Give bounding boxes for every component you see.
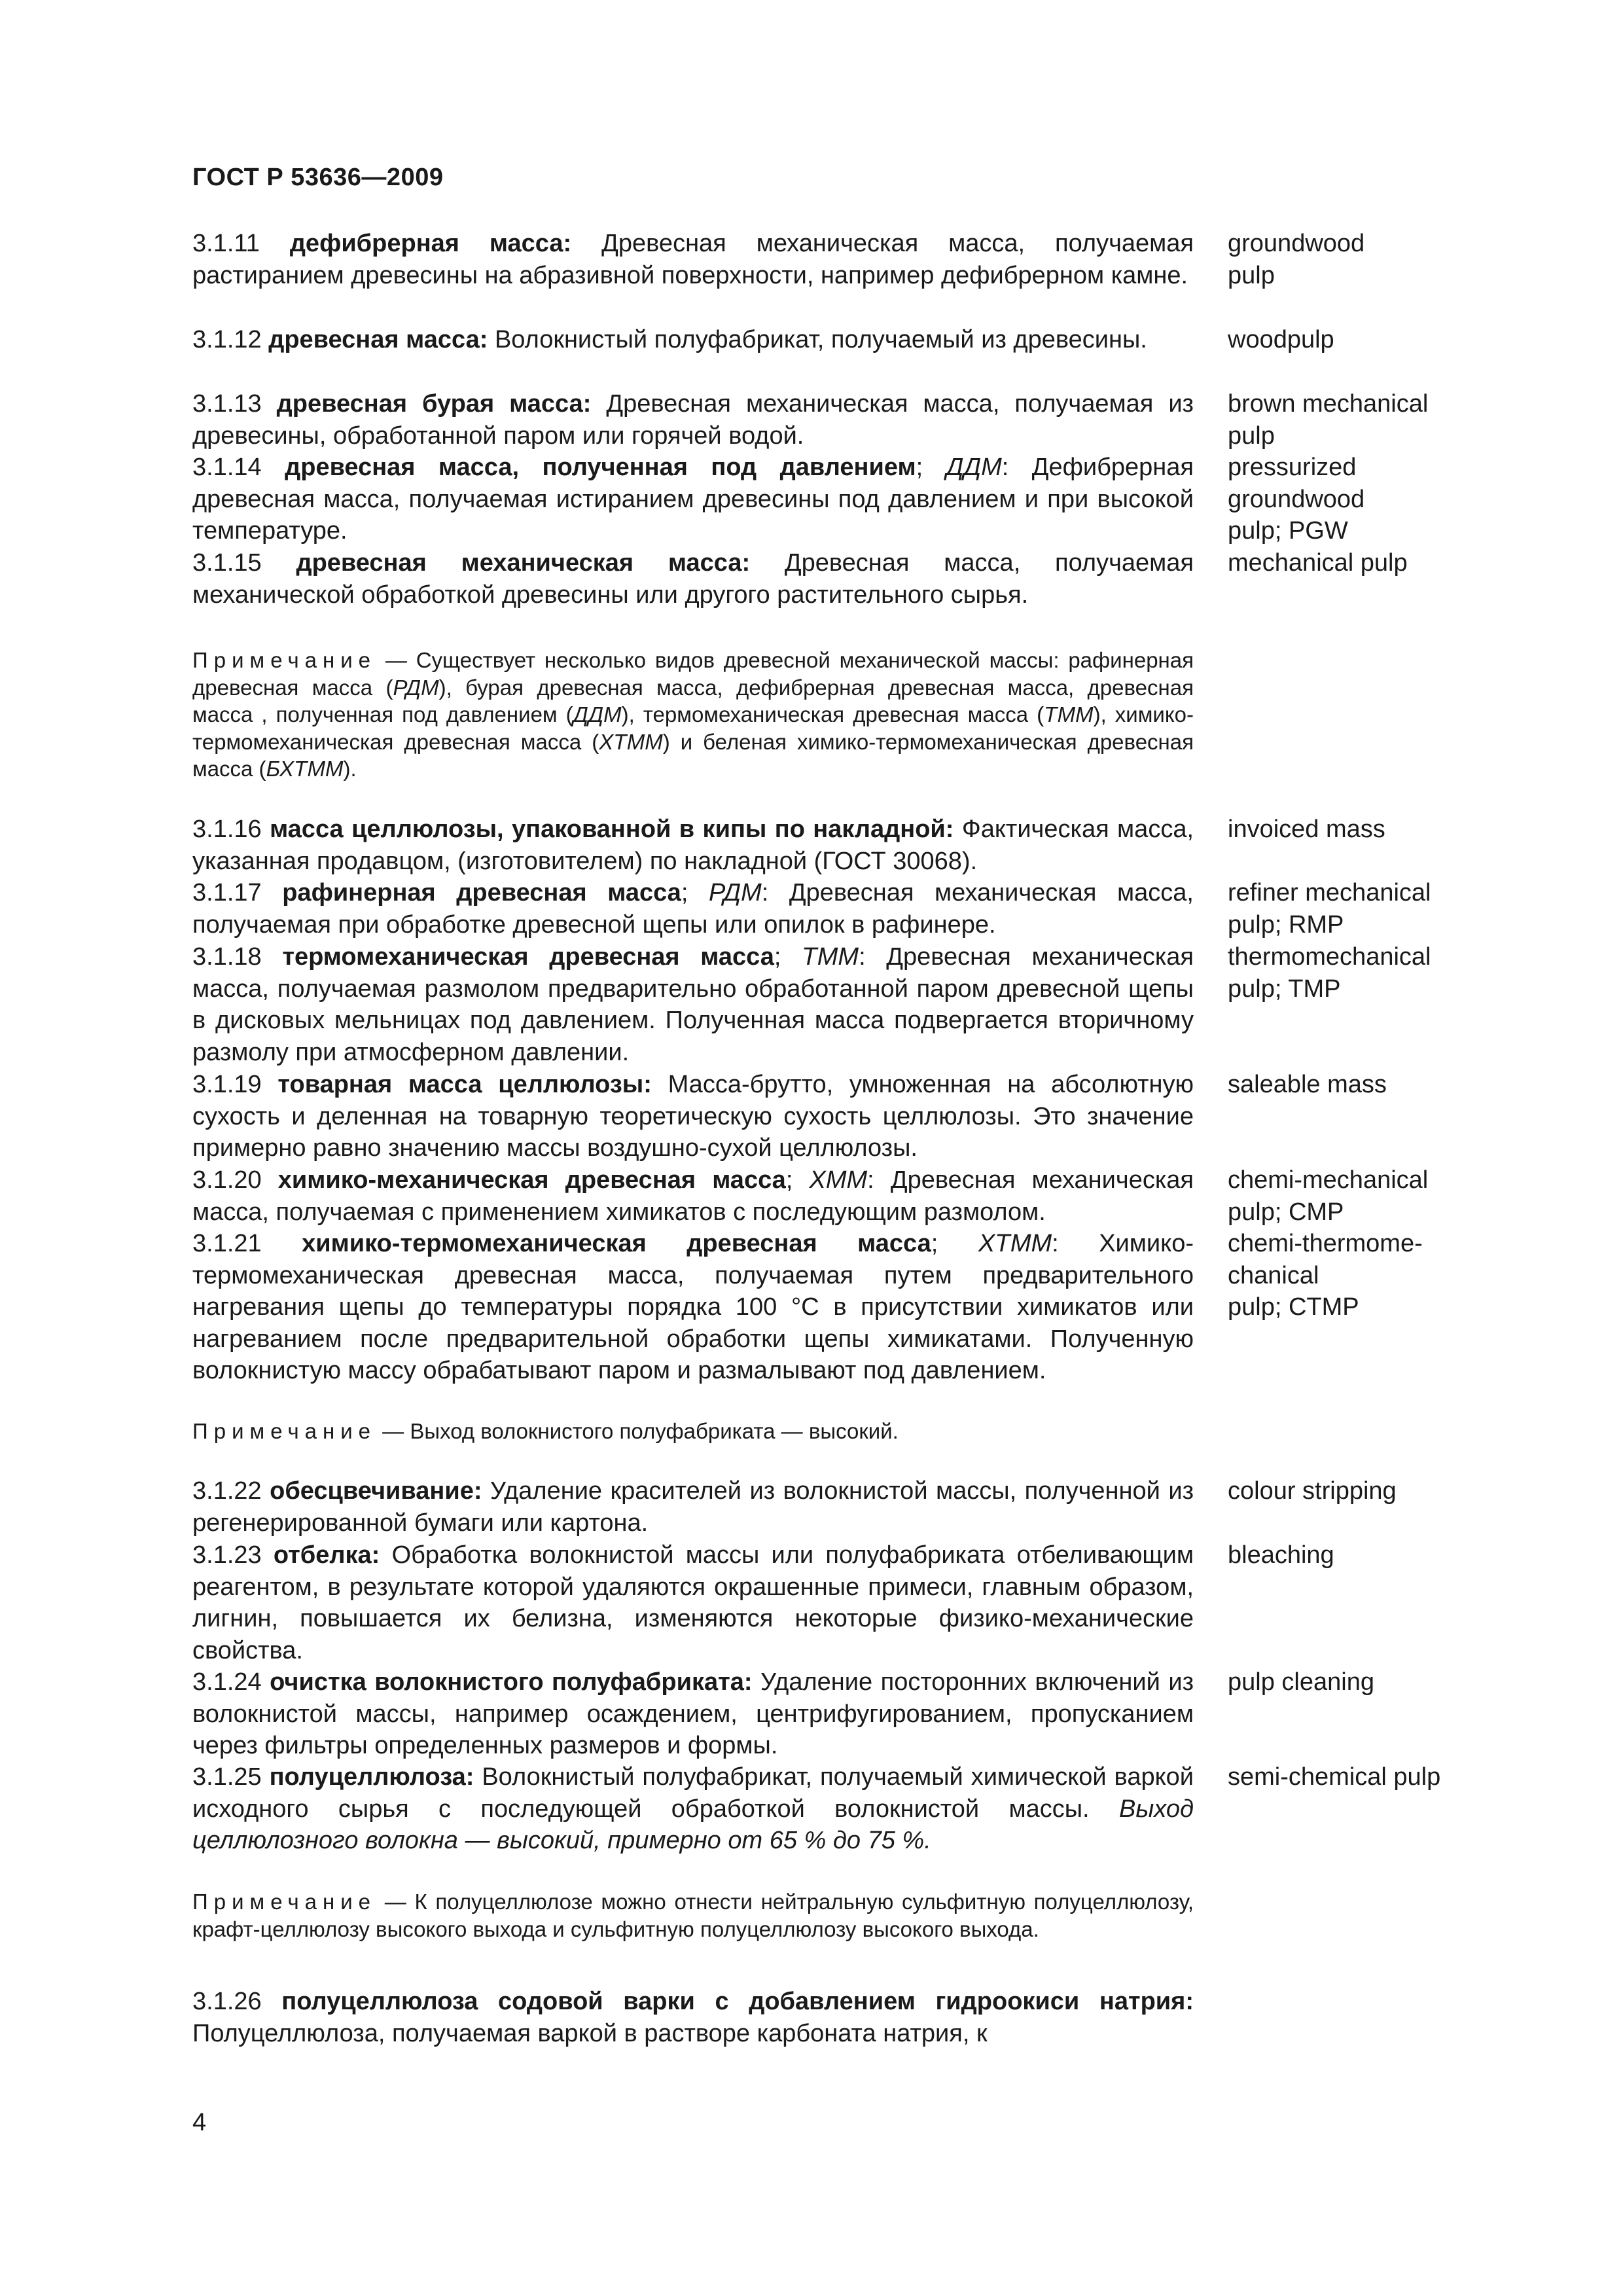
term-title: дефибрерная масса: bbox=[289, 230, 572, 257]
term-entry bbox=[192, 547, 1408, 611]
term-number: 3.1.11 bbox=[192, 230, 260, 257]
term-english: refiner mechanical pulp; RMP bbox=[1228, 879, 1431, 939]
note-abbreviation: ТММ bbox=[1044, 702, 1094, 726]
term-number: 3.1.16 bbox=[192, 816, 262, 843]
term-abbreviation: ХТММ bbox=[978, 1230, 1052, 1257]
term-abbreviation: РДМ bbox=[708, 879, 762, 906]
term-title: древесная бурая масса: bbox=[276, 390, 592, 418]
note-text: — Существует несколько видов древесной механической массы: рафинерная древесная масса ( bbox=[192, 648, 1194, 700]
term-number: 3.1.20 bbox=[192, 1166, 262, 1194]
term-definition: Фактическая масса, указанная продавцом, (изготовителем) по накладной (ГОСТ 30068). bbox=[192, 816, 1194, 875]
note bbox=[192, 647, 1194, 783]
term-number: 3.1.22 bbox=[192, 1477, 262, 1505]
term-english: woodpulp bbox=[1228, 326, 1334, 353]
note bbox=[192, 1418, 1194, 1445]
term-separator: ; bbox=[681, 879, 709, 906]
note-text: ) и беленая химико-термомеханическая древесная масса ( bbox=[192, 729, 1194, 781]
term-title: древесная механическая масса: bbox=[296, 549, 751, 577]
term-definition: Удаление посторонних включений из волокнистой массы, например осаждением, центрифугированием, пропусканием через фильтры определенных размеров и формы. bbox=[192, 1668, 1194, 1759]
term-number: 3.1.25 bbox=[192, 1763, 262, 1791]
note-text: ), бурая древесная масса, дефибрерная древесная масса, древесная масса , полученная под давлением ( bbox=[192, 675, 1194, 726]
note-abbreviation: РДМ bbox=[393, 675, 439, 700]
term-definition: : Древесная механическая масса, получаемая с применением химикатов с последующим размолом. bbox=[192, 1166, 1194, 1226]
note-abbreviation: ДДМ bbox=[573, 702, 622, 726]
term-abbreviation: ТММ bbox=[802, 943, 859, 971]
term-definition: Древесная масса, получаемая механической обработкой древесины или другого растительного сырья. bbox=[192, 549, 1194, 609]
term-entry bbox=[192, 1539, 1334, 1666]
term-english: saleable mass bbox=[1228, 1071, 1387, 1098]
term-entry bbox=[192, 877, 1431, 941]
note-abbreviation: ХТММ bbox=[599, 729, 663, 754]
term-definition: Полуцеллюлоза, получаемая варкой в растворе карбоната натрия, к bbox=[192, 2019, 988, 2047]
term-entry bbox=[192, 1228, 1423, 1387]
term-entry bbox=[192, 324, 1334, 356]
term-separator: ; bbox=[785, 1166, 810, 1194]
term-definition-italic: Выход целлюлозного волокна — высокий, примерно от 65 % до 75 %. bbox=[192, 1795, 1194, 1854]
term-definition: Волокнистый полуфабрикат, получаемый химической варкой исходного сырья с последующей обработкой волокнистой массы. bbox=[192, 1763, 1194, 1823]
term-title: химико-термомеханическая древесная масса bbox=[302, 1230, 931, 1257]
term-title: химико-механическая древесная масса bbox=[277, 1166, 786, 1194]
term-english: thermomechanical pulp; TMP bbox=[1228, 943, 1431, 1003]
note-label: Примечание bbox=[192, 1419, 377, 1443]
term-entry bbox=[192, 1761, 1441, 1857]
note-text: ), термомеханическая древесная масса ( bbox=[621, 702, 1044, 726]
term-number: 3.1.14 bbox=[192, 454, 262, 481]
term-english: pulp cleaning bbox=[1228, 1668, 1374, 1696]
note-text: — Выход волокнистого полуфабриката — высокий. bbox=[376, 1419, 899, 1443]
term-entry bbox=[192, 1986, 1194, 2049]
term-title: товарная масса целлюлозы: bbox=[277, 1071, 652, 1098]
term-entry bbox=[192, 1164, 1429, 1228]
term-number: 3.1.21 bbox=[192, 1230, 262, 1257]
term-number: 3.1.13 bbox=[192, 390, 262, 418]
term-number: 3.1.15 bbox=[192, 549, 262, 577]
term-number: 3.1.18 bbox=[192, 943, 262, 971]
term-english: brown mechanical pulp bbox=[1228, 390, 1429, 450]
term-entry bbox=[192, 1475, 1397, 1539]
term-number: 3.1.24 bbox=[192, 1668, 262, 1696]
term-entry bbox=[192, 814, 1385, 877]
term-definition: Масса-брутто, умноженная на абсолютную сухость и деленная на товарную теоретическую сухость целлюлозы. Это значение примерно равно значению массы воздушно-сухой целлюлозы. bbox=[192, 1071, 1194, 1162]
note bbox=[192, 1888, 1194, 1943]
note-text: ). bbox=[343, 757, 357, 781]
term-title: полуцеллюлоза: bbox=[269, 1763, 474, 1791]
term-entry bbox=[192, 452, 1365, 547]
term-definition: Древесная механическая масса, получаемая растиранием древесины на абразивной поверхности, например дефибрерном камне. bbox=[192, 230, 1194, 289]
term-separator: ; bbox=[916, 454, 946, 481]
note-abbreviation: БХТММ bbox=[266, 757, 344, 781]
term-definition: Древесная механическая масса, получаемая из древесины, обработанной паром или горячей водой. bbox=[192, 390, 1194, 450]
term-title: древесная масса, полученная под давлением bbox=[285, 454, 916, 481]
document-header: ГОСТ Р 53636—2009 bbox=[192, 164, 444, 191]
note-text: — К полуцеллюлозе можно отнести нейтральную сульфитную полуцеллюлозу, крафт-целлюлозу высокого выхода и сульфитную полуцеллюлозу высокого выхода. bbox=[192, 1890, 1194, 1941]
term-english: pressurized groundwood pulp; PGW bbox=[1228, 454, 1365, 545]
term-entry bbox=[192, 388, 1429, 452]
term-english: chemi-mechanical pulp; CMP bbox=[1228, 1166, 1429, 1226]
term-english: bleaching bbox=[1228, 1541, 1334, 1569]
term-title: полуцеллюлоза содовой варки с добавлением гидроокиси натрия: bbox=[281, 1988, 1194, 2015]
term-english: colour stripping bbox=[1228, 1477, 1397, 1505]
term-number: 3.1.23 bbox=[192, 1541, 262, 1569]
term-english: semi-chemical pulp bbox=[1228, 1763, 1441, 1791]
term-english: groundwood pulp bbox=[1228, 230, 1365, 289]
term-title: рафинерная древесная масса bbox=[282, 879, 681, 906]
page-number: 4 bbox=[192, 2109, 207, 2136]
term-definition: Волокнистый полуфабрикат, получаемый из древесины. bbox=[488, 326, 1147, 353]
term-title: очистка волокнистого полуфабриката: bbox=[270, 1668, 753, 1696]
term-abbreviation: ДДМ bbox=[946, 454, 1002, 481]
term-entry bbox=[192, 941, 1431, 1068]
note-label: Примечание bbox=[192, 648, 377, 672]
term-abbreviation: ХММ bbox=[809, 1166, 868, 1194]
term-entry bbox=[192, 1069, 1387, 1164]
term-number: 3.1.17 bbox=[192, 879, 262, 906]
term-entry bbox=[192, 228, 1365, 291]
term-title: древесная масса: bbox=[268, 326, 488, 353]
term-english: invoiced mass bbox=[1228, 816, 1385, 843]
term-number: 3.1.12 bbox=[192, 326, 262, 353]
term-separator: ; bbox=[774, 943, 802, 971]
term-english: mechanical pulp bbox=[1228, 549, 1408, 577]
note-label: Примечание bbox=[192, 1890, 377, 1914]
term-definition: Удаление красителей из волокнистой массы, полученной из регенерированной бумаги или картона. bbox=[192, 1477, 1194, 1537]
term-title: обесцвечивание: bbox=[270, 1477, 482, 1505]
term-definition: : Дефибрерная древесная масса, получаемая истиранием древесины под давлением и при высокой температуре. bbox=[192, 454, 1194, 545]
term-english: chemi-thermome- chanical pulp; CTMP bbox=[1228, 1230, 1423, 1321]
term-definition: : Химико-термомеханическая древесная масса, получаемая путем предварительного нагревания щепы до температуры порядка 100 °С в присутствии химикатов или нагреванием после предварительной обработки щепы химикатами. Полученную волокнистую массу обрабатывают паром и размалывают под давлением. bbox=[192, 1230, 1194, 1384]
term-definition: : Древесная механическая масса, получаемая размолом предварительно обработанной паром древесной щепы в дисковых мельницах под давлением. Полученная масса подвергается вторичному размолу при атмосферном давлении. bbox=[192, 943, 1194, 1066]
term-title: термомеханическая древесная масса bbox=[282, 943, 774, 971]
term-number: 3.1.19 bbox=[192, 1071, 262, 1098]
note-text: ), химико-термомеханическая древесная масса ( bbox=[192, 702, 1194, 754]
term-entry bbox=[192, 1666, 1374, 1762]
term-definition: Обработка волокнистой массы или полуфабриката отбеливающим реагентом, в результате которой удаляются окрашенные примеси, главным образом, лигнин, повышается их белизна, изменяются некоторые физико-механические свойства. bbox=[192, 1541, 1194, 1664]
term-separator: ; bbox=[931, 1230, 978, 1257]
term-definition: : Древесная механическая масса, получаемая при обработке древесной щепы или опилок в рафинере. bbox=[192, 879, 1194, 939]
term-title: отбелка: bbox=[273, 1541, 380, 1569]
term-number: 3.1.26 bbox=[192, 1988, 262, 2015]
term-title: масса целлюлозы, упакованной в кипы по накладной: bbox=[270, 816, 954, 843]
